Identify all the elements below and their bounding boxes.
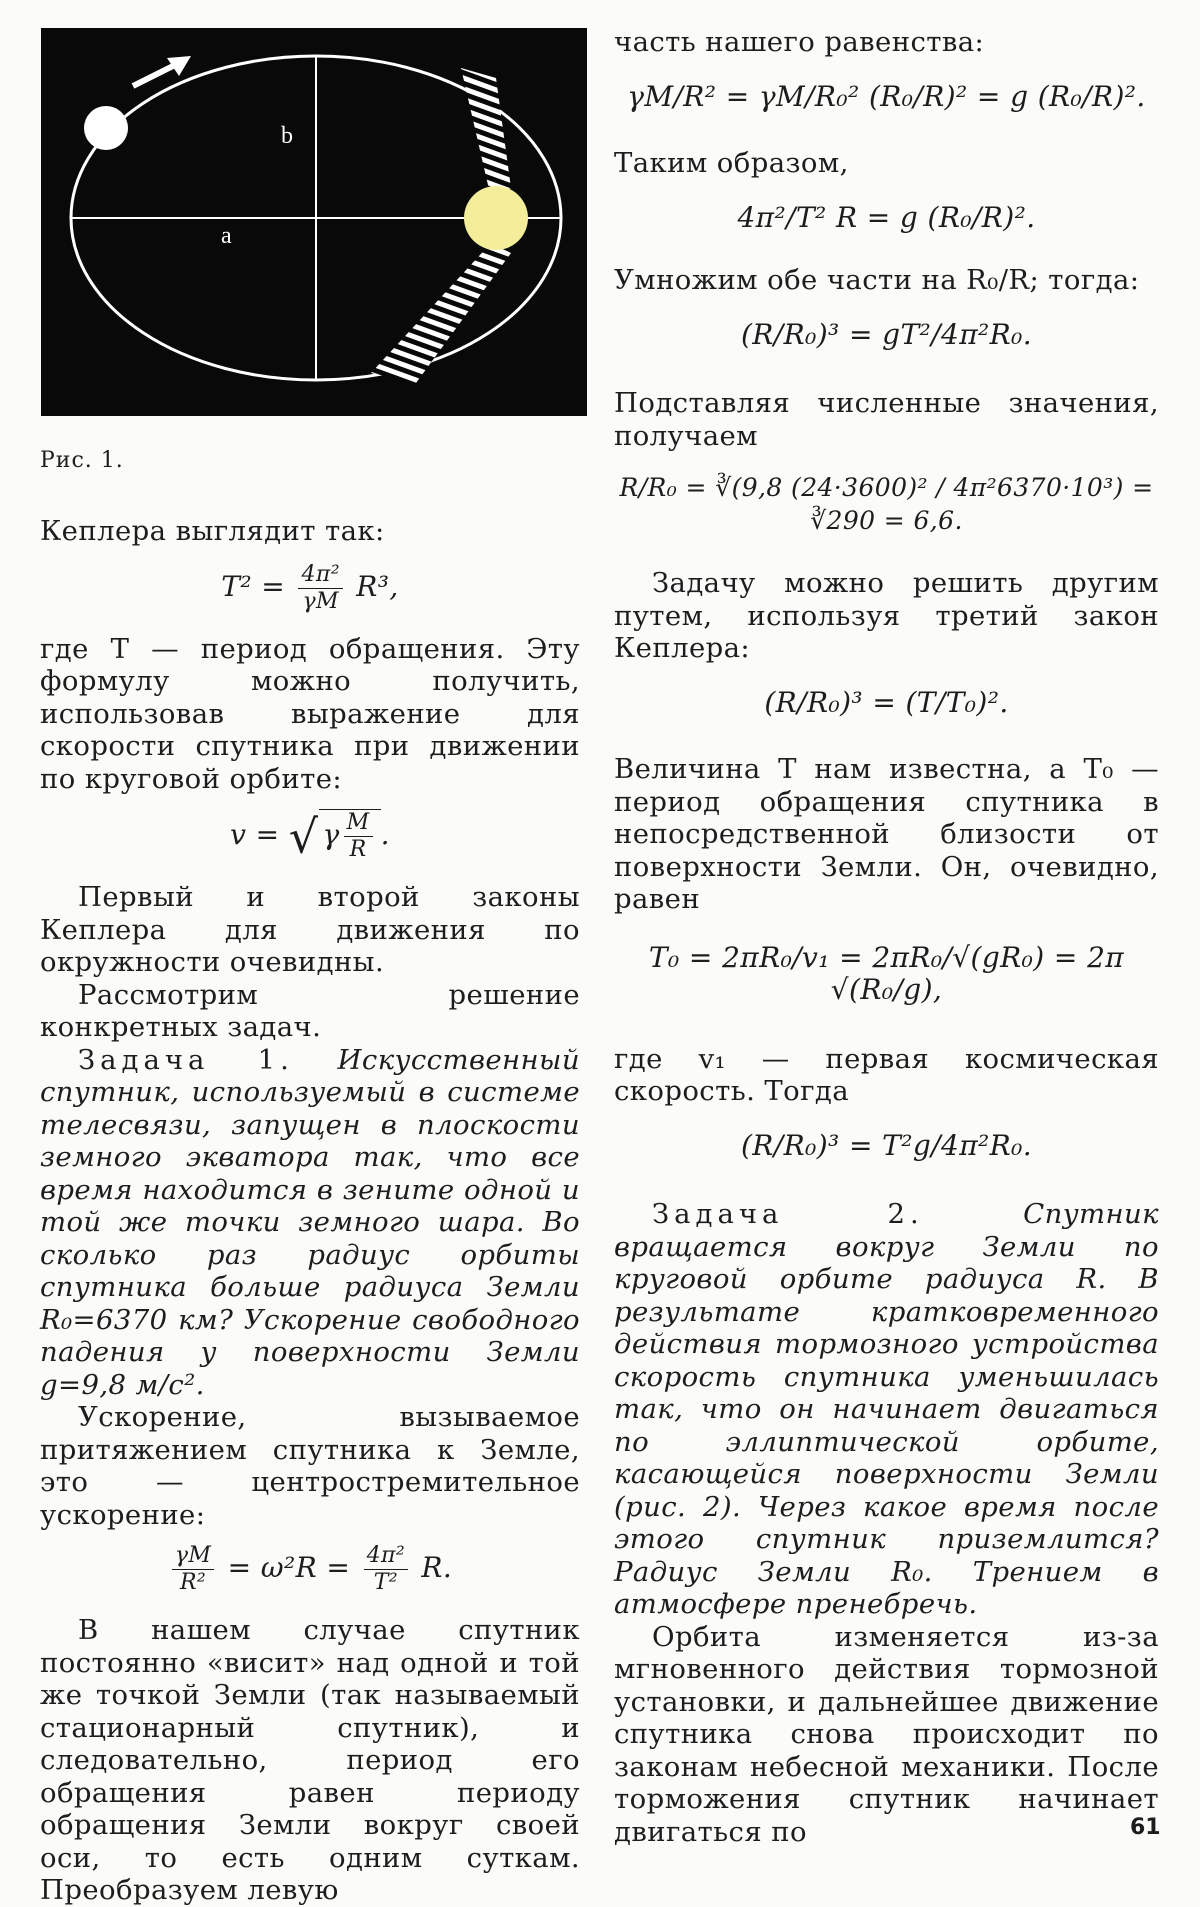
- formula-centripetal-mid: = ω²R =: [227, 1551, 351, 1584]
- formula-centripetal-frac2: [364, 1543, 408, 1596]
- left-column: [40, 515, 580, 1907]
- formula-right-6: T₀ = 2πR₀/v₁ = 2πR₀/√(gR₀) = 2π √(R₀/g),: [648, 940, 1125, 1006]
- formula-right-2: 4π²/T² R = g (R₀/R)².: [737, 200, 1036, 234]
- formula-centripetal: [40, 1543, 580, 1596]
- right-p1: часть нашего равенства:: [614, 26, 985, 58]
- left-p3: Первый и второй законы Кеплера для движения по окружности очевидны.: [40, 881, 580, 978]
- swept-area-top: [461, 68, 511, 198]
- formula-right-1: γM/R² = γM/R₀² (R₀/R)² = g (R₀/R)².: [627, 79, 1146, 113]
- right-p4: Подставляя численные значения, получаем: [614, 387, 1159, 452]
- formula-centripetal-num1: γM: [172, 1543, 214, 1570]
- task2: [614, 1198, 1159, 1621]
- task1-text: Искусственный спутник, используемый в системе телесвязи, запущен в плоскости земного экватора так, что все время находится в зените одной и той же точки земного шара. Во сколько раз радиус орбиты спутника больше радиуса Земли R₀=6370 км? Ускорение свободного падения у поверхности Земли g=9,8 м/с².: [40, 1043, 580, 1401]
- formula-velocity-end: .: [380, 818, 390, 851]
- sun: [464, 186, 528, 250]
- formula-right-4: R/R₀ = ∛(9,8 (24·3600)² / 4π²6370·10³) = ∛290 = 6,6.: [619, 473, 1154, 535]
- formula-velocity-den: R: [349, 837, 367, 862]
- right-p5: Задачу можно решить другим путем, используя третий закон Кеплера:: [614, 567, 1159, 664]
- task1-label: Задача 1.: [78, 1043, 294, 1076]
- formula-centripetal-den2: T²: [373, 1570, 398, 1595]
- label-b: b: [281, 123, 293, 149]
- right-p3: Умножим обе части на R₀/R; тогда:: [614, 264, 1140, 296]
- formula-kepler-lhs: T² =: [221, 569, 286, 603]
- formula-velocity: [40, 809, 580, 863]
- orbit-figure: [41, 28, 587, 416]
- formula-velocity-lhs: v =: [230, 818, 280, 851]
- task2-label: Задача 2.: [652, 1198, 924, 1230]
- formula-centripetal-den1: R²: [179, 1570, 207, 1595]
- right-p8: Орбита изменяется из-за мгновенного действия тормозной установки, и дальнейшее движение спутника снова происходит по законам небесной механики. После торможения спутник начинает двигаться по: [614, 1620, 1159, 1848]
- left-p1: Кеплера выглядит так:: [40, 515, 385, 547]
- task2-text: Спутник вращается вокруг Земли по круговой орбите радиуса R. В результате кратковременного действия тормозного устройства скорость спутника уменьшилась так, что он начинает двигаться по эллиптической орбите, касающейся поверхности Земли (рис. 2). Через какое время после этого спутник приземлится? Радиус Земли R₀. Трением в атмосфере пренебречь.: [614, 1198, 1159, 1620]
- right-p2: Таким образом,: [614, 147, 849, 179]
- formula-centripetal-frac1: [172, 1543, 214, 1596]
- right-column: [614, 26, 1159, 1848]
- label-a: a: [221, 223, 232, 249]
- left-p4: Рассмотрим решение конкретных задач.: [40, 978, 580, 1043]
- page-number: 61: [1130, 1815, 1161, 1840]
- formula-right-5: (R/R₀)³ = (T/T₀)².: [764, 685, 1009, 719]
- formula-velocity-num: M: [344, 810, 373, 837]
- right-p7: где v₁ — первая космическая скорость. Тогда: [614, 1042, 1159, 1107]
- planet: [84, 106, 128, 150]
- left-p6: В нашем случае спутник постоянно «висит» над одной и той же точкой Земли (так называемый стационарный спутник), и следовательно, период его обращения равен периоду обращения Земли вокруг своей оси, то есть одним суткам. Преобразуем левую: [40, 1614, 580, 1906]
- formula-kepler: [40, 562, 580, 615]
- formula-kepler-frac: [298, 562, 342, 615]
- formula-kepler-den: γM: [302, 588, 339, 614]
- formula-right-7: (R/R₀)³ = T²g/4π²R₀.: [740, 1128, 1033, 1162]
- formula-centripetal-end: R.: [421, 1551, 453, 1584]
- formula-velocity-frac: [344, 810, 373, 863]
- left-p5: Ускорение, вызываемое притяжением спутника к Земле, это — центростремительное ускорение:: [40, 1401, 580, 1531]
- task1: [40, 1044, 580, 1402]
- formula-right-3: (R/R₀)³ = gT²/4π²R₀.: [740, 317, 1033, 351]
- formula-centripetal-num2: 4π²: [364, 1543, 408, 1570]
- sqrt-body: [319, 809, 381, 863]
- orbit-diagram: [41, 28, 587, 416]
- direction-arrow-shaft: [133, 63, 179, 86]
- formula-kepler-num: 4π²: [298, 562, 342, 589]
- left-p2: где T — период обращения. Эту формулу можно получить, использовав выражение для скорости спутника при движении по круговой орбите:: [40, 632, 580, 795]
- right-p6: Величина T нам известна, а T₀ — период обращения спутника в непосредственной близости от поверхности Земли. Он, очевидно, равен: [614, 753, 1159, 915]
- formula-kepler-rhs: R³,: [356, 569, 399, 603]
- sqrt-sign: √: [288, 809, 319, 864]
- formula-velocity-gamma: γ: [322, 818, 340, 851]
- swept-area-bottom: [371, 243, 511, 383]
- figure-caption: Рис. 1.: [40, 448, 124, 473]
